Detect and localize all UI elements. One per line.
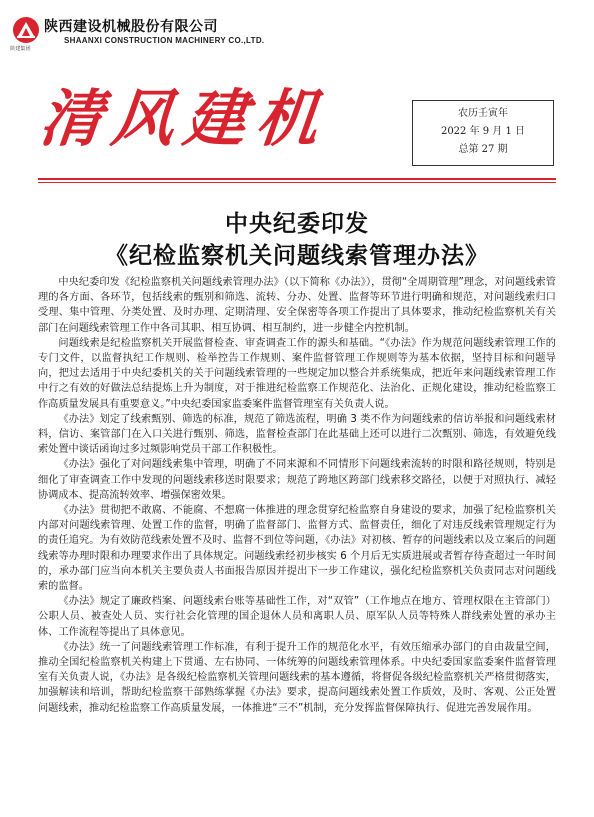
article-paragraph: 《办法》规定了廉政档案、问题线索台账等基础性工作，对“双管”（工作地点在地方、管理权限在主管部门）公职人员、被查处人员、实行社会化管理的国企退休人员和离职人员、原军队人员等特殊人群线索处置的承办主体、工作流程等提出了具体意见。 [38,596,556,638]
article-paragraph: 问题线索是纪检监察机关开展监督检查、审查调查工作的源头和基础。“《办法》作为规范问题线索管理工作的专门文件，以监督执纪工作规则、检举控告工作规则、案件监督管理工作规则等为基本依据，坚持目标和问题导向，把过去适用于中央纪委机关的关于问题线索管理的一些规定加以整合并系统集成，把近年来问题线索管理工作中行之有效的好做法总结提炼上升为制度，对于推进纪检监察工作规范化、法治化、正规化建设，推动纪检监察工作高质量发展具有重要意义。”中央纪委国家监委案件监督管理室有关负责人说。 [38,337,556,410]
article-body [38,275,556,716]
issue-info-box [412,100,554,166]
article-paragraph: 《办法》贯彻把不敢腐、不能腐、不想腐一体推进的理念贯穿纪检监察自身建设的要求，加强了纪检监察机关内部对问题线索管理、处置工作的监督，明确了监督部门、监督方式、监督责任，细化了对违反线索管理规定行为的责任追究。为有效防范线索处置不及时、监督不到位等问题，《办法》对初核、暂存的问题线索以及立案后的问题线索等办理时限和办理要求作出了具体规定。问题线索经初步核实 6 个月后无实质进展或者暂存待查超过一年时间的，承办部门应当向本机关主要负责人书面报告原因并提出下一步工作建议，强化纪检监察机关负责同志对问题线索的监督。 [38,505,556,593]
article-paragraph: 《办法》划定了线索甄别、筛选的标准，规范了筛选流程，明确 3 类不作为问题线索的信访举报和问题线索材料，信访、案管部门在入口关进行甄别、筛选，监督检查部门在此基础上还可以进行二次甄别、筛选，有效避免线索处置中谈话函询过多过频影响党员干部工作积极性。 [38,413,556,456]
article-headline-line-1: 中央纪委印发 [225,210,369,237]
company-name-cn: 陕西建设机械股份有限公司 [44,19,218,35]
masthead-divider-thin [38,182,556,183]
page-header [0,0,594,60]
issue-lunar-year: 农历壬寅年 [458,108,508,119]
article-headline-line-2: 《纪检监察机关问题线索管理办法》 [105,242,489,269]
masthead-title: 清风建机 [36,82,332,155]
issue-date: 2022 年 9 月 1 日 [440,126,526,137]
article-paragraph: 中央纪委印发《纪检监察机关问题线索管理办法》（以下简称《办法》），贯彻“全周期管理”理念，对问题线索管理的各方面、各环节，包括线索的甄别和筛选、流转、分办、处置、监督等环节进行明确和规范，对问题线索归口受理、集中管理、分类处置、及时办理、定期清理、安全保密等各项工作提出了具体要求，推动纪检监察机关有关部门在问题线索管理工作中各司其职、相互协调、相互制约，进一步健全内控机制。 [38,277,556,334]
issue-number: 总第 27 期 [458,144,508,155]
company-logo-icon [12,16,40,44]
article-paragraph: 《办法》统一了问题线索管理工作标准，有利于提升工作的规范化水平，有效压缩承办部门的自由裁量空间，推动全国纪检监察机关构建上下贯通、左右协同、一体统筹的问题线索管理体系。中央纪委国家监委案件监督管理室有关负责人说，《办法》是各级纪检监察机关管理问题线索的基本遵循，将督促各级纪检监察机关严格贯彻落实，加强解读和培训，帮助纪检监察干部熟练掌握《办法》要求，提高问题线索处置工作质效，及时、客观、公正处置问题线索，推动纪检监察工作高质量发展，一体推进“三不”机制，充分发挥监督保障执行、促进完善发展作用。 [38,641,556,714]
article-paragraph: 《办法》强化了对问题线索集中管理，明确了不同来源和不同情形下问题线索流转的时限和路径规则，特别是细化了审查调查工作中发现的问题线索移送时限要求；规范了跨地区跨部门线索移交路径，以便于对照执行、减轻协调成本、提高流转效率、增强保密效果。 [38,459,556,501]
company-name-en: SHAANXI CONSTRUCTION MACHINERY CO.,LTD. [64,36,265,45]
masthead-divider-thick [38,178,556,180]
logo-caption: 陕建集团 [10,46,31,52]
